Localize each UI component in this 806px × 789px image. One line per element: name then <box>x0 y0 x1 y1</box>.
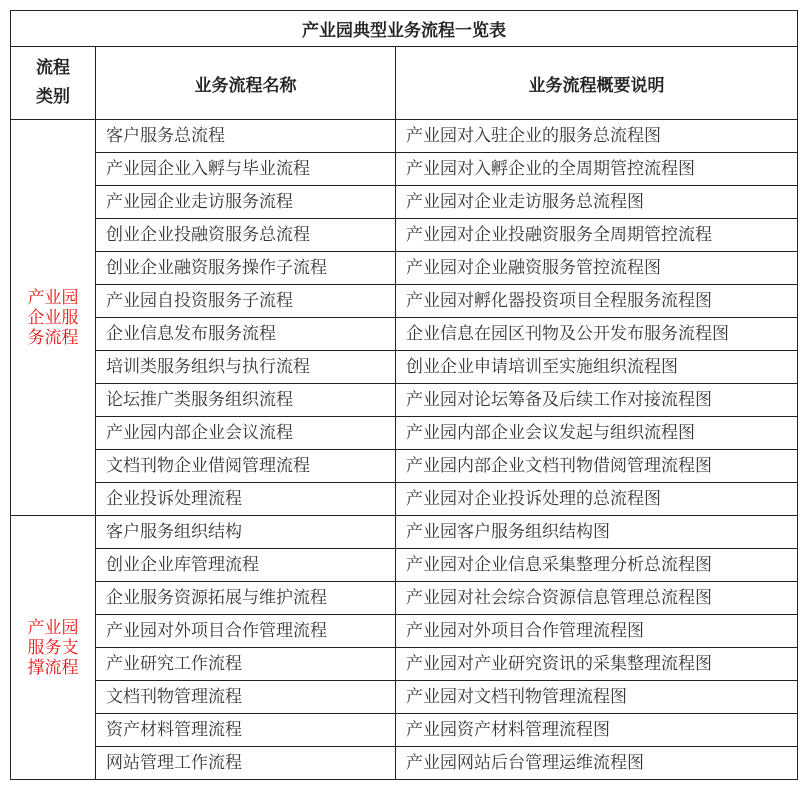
process-description-cell: 企业信息在园区刊物及公开发布服务流程图 <box>396 318 798 351</box>
table-row <box>11 516 798 549</box>
process-description-cell: 产业园对入孵企业的全周期管控流程图 <box>396 153 798 186</box>
process-description-cell: 产业园对入驻企业的服务总流程图 <box>396 120 798 153</box>
header-process-description: 业务流程概要说明 <box>396 47 798 120</box>
table-row <box>11 252 798 285</box>
table-row <box>11 450 798 483</box>
process-description-cell: 产业园对孵化器投资项目全程服务流程图 <box>396 285 798 318</box>
process-name-cell: 产业研究工作流程 <box>96 648 396 681</box>
category-label-line: 服务支 <box>27 637 79 658</box>
process-description-cell: 产业园内部企业文档刊物借阅管理流程图 <box>396 450 798 483</box>
process-name-cell: 企业服务资源拓展与维护流程 <box>96 582 396 615</box>
table-row <box>11 219 798 252</box>
process-name-cell: 产业园企业走访服务流程 <box>96 186 396 219</box>
process-name-cell: 企业信息发布服务流程 <box>96 318 396 351</box>
table-row <box>11 681 798 714</box>
process-name-cell: 网站管理工作流程 <box>96 747 396 780</box>
process-description-cell: 产业园内部企业会议发起与组织流程图 <box>396 417 798 450</box>
table-row <box>11 351 798 384</box>
category-cell <box>11 516 96 780</box>
process-name-cell: 创业企业投融资服务总流程 <box>96 219 396 252</box>
process-description-cell: 产业园客户服务组织结构图 <box>396 516 798 549</box>
process-description-cell: 产业园对企业信息采集整理分析总流程图 <box>396 549 798 582</box>
table-row <box>11 483 798 516</box>
process-name-cell: 产业园企业入孵与毕业流程 <box>96 153 396 186</box>
process-description-cell: 产业园对企业融资服务管控流程图 <box>396 252 798 285</box>
process-description-cell: 产业园网站后台管理运维流程图 <box>396 747 798 780</box>
category-cell <box>11 120 96 516</box>
process-name-cell: 文档刊物管理流程 <box>96 681 396 714</box>
process-name-cell: 文档刊物企业借阅管理流程 <box>96 450 396 483</box>
header-category-line: 类别 <box>36 87 70 107</box>
table-row <box>11 153 798 186</box>
table-row <box>11 285 798 318</box>
process-name-cell: 论坛推广类服务组织流程 <box>96 384 396 417</box>
table-row <box>11 186 798 219</box>
header-process-name: 业务流程名称 <box>96 47 396 120</box>
header-category-line: 流程 <box>36 58 70 78</box>
process-name-cell: 客户服务组织结构 <box>96 516 396 549</box>
process-description-cell: 产业园对论坛筹备及后续工作对接流程图 <box>396 384 798 417</box>
table-row <box>11 417 798 450</box>
table-title: 产业园典型业务流程一览表 <box>11 11 798 47</box>
table-row <box>11 615 798 648</box>
table-row <box>11 648 798 681</box>
process-name-cell: 企业投诉处理流程 <box>96 483 396 516</box>
process-name-cell: 创业企业库管理流程 <box>96 549 396 582</box>
process-name-cell: 产业园自投资服务子流程 <box>96 285 396 318</box>
business-process-table <box>10 10 798 780</box>
process-name-cell: 产业园对外项目合作管理流程 <box>96 615 396 648</box>
header-category <box>11 47 96 120</box>
category-label-line: 产业园 <box>27 287 79 308</box>
process-description-cell: 产业园对企业走访服务总流程图 <box>396 186 798 219</box>
process-name-cell: 客户服务总流程 <box>96 120 396 153</box>
category-label-line: 产业园 <box>27 617 79 638</box>
table-row <box>11 747 798 780</box>
process-description-cell: 产业园对社会综合资源信息管理总流程图 <box>396 582 798 615</box>
table-row <box>11 384 798 417</box>
process-description-cell: 产业园对企业投诉处理的总流程图 <box>396 483 798 516</box>
category-label-line: 企业服 <box>27 307 79 328</box>
process-name-cell: 创业企业融资服务操作子流程 <box>96 252 396 285</box>
table-row <box>11 714 798 747</box>
process-description-cell: 产业园资产材料管理流程图 <box>396 714 798 747</box>
table-row <box>11 582 798 615</box>
process-name-cell: 产业园内部企业会议流程 <box>96 417 396 450</box>
table-body <box>11 120 798 780</box>
process-description-cell: 产业园对产业研究资讯的采集整理流程图 <box>396 648 798 681</box>
category-label-line: 务流程 <box>27 327 79 348</box>
process-name-cell: 资产材料管理流程 <box>96 714 396 747</box>
category-label-line: 撑流程 <box>27 657 79 678</box>
table-row <box>11 318 798 351</box>
table-row <box>11 120 798 153</box>
process-name-cell: 培训类服务组织与执行流程 <box>96 351 396 384</box>
process-description-cell: 产业园对文档刊物管理流程图 <box>396 681 798 714</box>
process-description-cell: 创业企业申请培训至实施组织流程图 <box>396 351 798 384</box>
table-row <box>11 549 798 582</box>
process-description-cell: 产业园对企业投融资服务全周期管控流程 <box>396 219 798 252</box>
process-description-cell: 产业园对外项目合作管理流程图 <box>396 615 798 648</box>
